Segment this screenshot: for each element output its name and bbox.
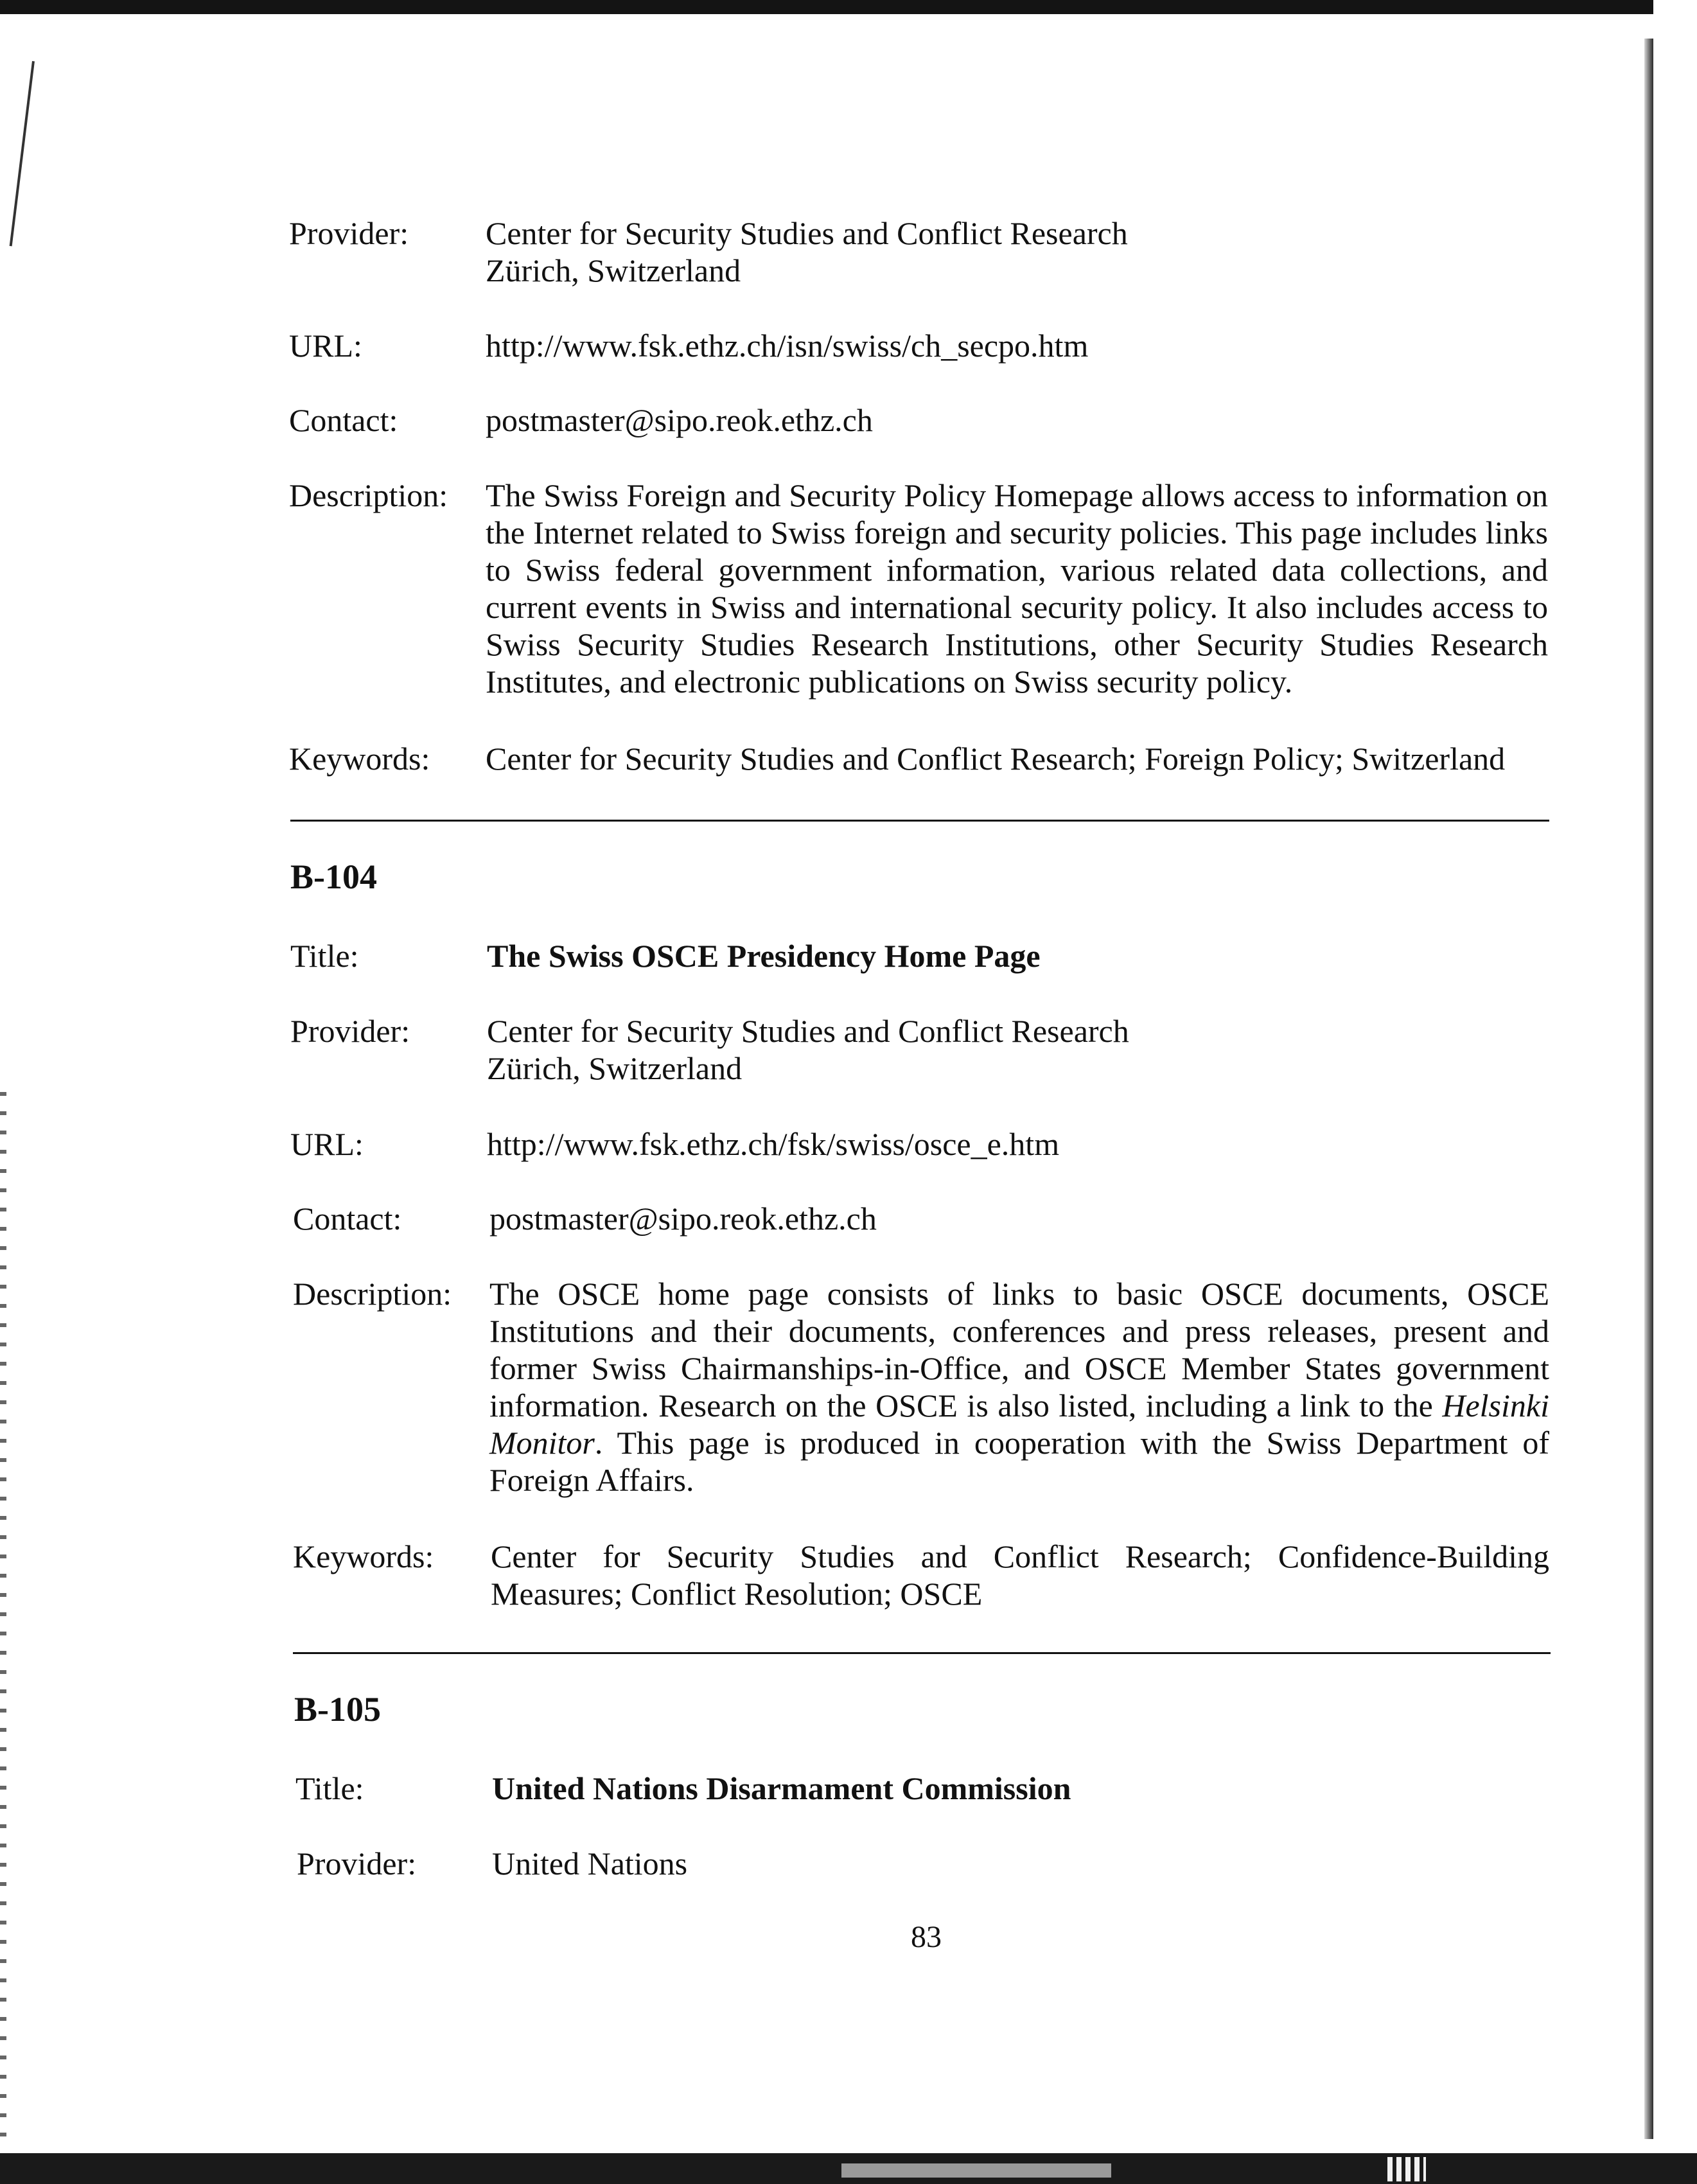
provider-line: Center for Security Studies and Conflict Research — [487, 1013, 1129, 1049]
entry-id: B-105 — [294, 1690, 381, 1729]
contact-label: Contact: — [293, 1201, 402, 1237]
publication-title: Helsinki Monitor — [489, 1387, 1549, 1461]
scan-marks-bottom — [1387, 2157, 1426, 2181]
contact-label: Contact: — [289, 402, 398, 438]
url-label: URL: — [290, 1126, 364, 1162]
provider-label: Provider: — [297, 1845, 417, 1881]
contact-value: postmaster@sipo.reok.ethz.ch — [486, 402, 873, 438]
provider-label: Provider: — [290, 1013, 410, 1049]
provider-line: Center for Security Studies and Conflict Research — [486, 215, 1128, 251]
contact-value: postmaster@sipo.reok.ethz.ch — [489, 1201, 877, 1237]
provider-value — [486, 215, 1128, 289]
provider-label: Provider: — [289, 215, 409, 251]
entry-divider — [293, 1652, 1551, 1654]
keywords-value: Center for Security Studies and Conflict Research; Foreign Policy; Switzerland — [486, 741, 1506, 777]
page-number: 83 — [911, 1920, 942, 1954]
provider-line: Zürich, Switzerland — [486, 252, 741, 288]
keywords-label: Keywords: — [289, 741, 430, 777]
keywords-label: Keywords: — [293, 1538, 434, 1574]
pen-mark — [10, 61, 35, 246]
url-label: URL: — [289, 328, 362, 364]
description-value: The Swiss Foreign and Security Policy Homepage allows access to information on the Internet related to Swiss foreign and security policies. This page includes links to Swiss federal government information, various related data collections, and current events in Swiss and international security policy. It also includes access to Swiss Security Studies Research Institutions, other Security Studies Research Institutes, and electronic publications on Swiss security policy. — [486, 477, 1548, 700]
title-value: United Nations Disarmament Commission — [492, 1770, 1071, 1806]
description-label: Description: — [293, 1276, 452, 1312]
keywords-value: Center for Security Studies and Conflict Research; Confidence-Building Measures; Conflict Resolution; OSCE — [491, 1538, 1549, 1612]
description-label: Description: — [289, 477, 448, 513]
provider-value — [487, 1012, 1129, 1087]
scan-noise-bottom — [841, 2163, 1111, 2178]
scan-edge-left — [0, 1092, 6, 2152]
title-value: The Swiss OSCE Presidency Home Page — [487, 938, 1041, 974]
provider-line: Zürich, Switzerland — [487, 1050, 743, 1086]
provider-value: United Nations — [492, 1845, 688, 1881]
scan-shadow-right — [1644, 39, 1653, 2139]
url-value: http://www.fsk.ethz.ch/fsk/swiss/osce_e.htm — [487, 1126, 1060, 1162]
description-value: The OSCE home page consists of links to basic OSCE documents, OSCE Institutions and their documents, conferences and press releases, present and former Swiss Chairmanships-in-Office, and OSCE Member States government information. Research on the OSCE is also listed, including a link to the Helsinki Monitor. This page is produced in cooperation with the Swiss Department of Foreign Affairs. — [489, 1276, 1549, 1498]
title-label: Title: — [290, 938, 359, 974]
title-label: Title: — [295, 1770, 364, 1806]
entry-id: B-104 — [290, 858, 377, 896]
scan-border-top — [0, 0, 1697, 14]
scan-margin-right — [1653, 0, 1697, 2184]
entry-divider — [290, 820, 1549, 822]
url-value: http://www.fsk.ethz.ch/isn/swiss/ch_secpo.htm — [486, 328, 1089, 364]
